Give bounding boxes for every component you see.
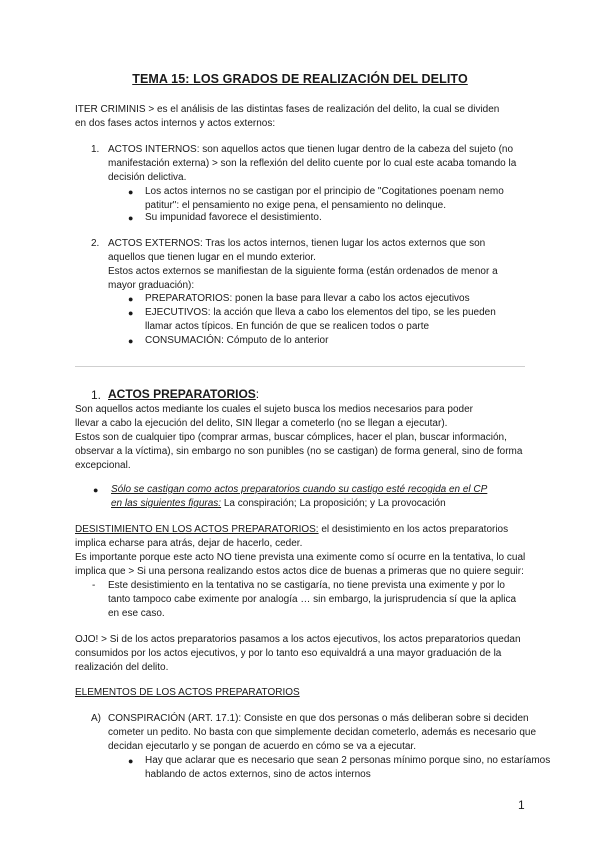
dash-marker: - (92, 580, 96, 591)
bullet-icon: ● (128, 336, 134, 346)
horizontal-divider (75, 366, 525, 367)
list1-bullet1-line-1: Los actos internos no se castigan por el principio de "Cogitationes poenam nemo (145, 186, 504, 197)
list2-bullet2-line-1: EJECUTIVOS: la acción que lleva a cabo los elementos del tipo, se les pueden (145, 307, 496, 318)
emphasis-line-2-underlined: en las siguientes figuras: (111, 498, 222, 509)
conspiracion-line-3: decidan ejecutarlo y se pongan de acuerdo en cómo se va a ejecutar. (108, 741, 416, 752)
emphasis-line-2-rest: La conspiración; La proposición; y La provocación (221, 498, 446, 509)
conspiracion-line-1: CONSPIRACIÓN (ART. 17.1): Consiste en que dos personas o más deliberan sobre si deciden (108, 713, 529, 724)
emphasis-line-2 (111, 497, 446, 511)
conspiracion-line-2: cometer un pedito. No basta con que simplemente decidan cometerlo, además es necesario que (108, 727, 537, 738)
intro-line-1: ITER CRIMINIS > es el análisis de las distintas fases de realización del delito, la cual se dividen (75, 104, 500, 115)
desist-dash-line-3: en ese caso. (108, 608, 165, 619)
list1-bullet1-line-2: patitur": el pensamiento no exige pena, el pensamiento no delinque. (145, 200, 446, 211)
section1-line-1: Son aquellos actos mediante los cuales el sujeto busca los medios necesarios para poder (75, 404, 474, 415)
list2-line-2: aquellos que tienen lugar en el mundo exterior. (108, 252, 316, 263)
list1-bullet2-line-1: Su impunidad favorece el desistimiento. (145, 212, 322, 223)
bullet-icon: ● (128, 187, 134, 197)
list1-line-2: manifestación externa) > son la reflexión del delito cuente por lo cual este acaba tomando la (108, 158, 517, 169)
ojo-line-2: consumidos por los actos ejecutivos, y por lo tanto eso equivaldrá a una mayor graduación de la (75, 648, 502, 659)
bullet-icon: ● (128, 756, 134, 766)
section-number: 1. (91, 388, 102, 402)
desist-dash-line-2: tanto tampoco cabe eximente por analogía … sin embargo, la jurisprudencia sí que la aplica (108, 594, 517, 605)
bullet-icon: ● (128, 294, 134, 304)
section1-line-5: excepcional. (75, 460, 131, 471)
list2-line-4: mayor graduación): (108, 280, 195, 291)
list2-bullet1-line-1: PREPARATORIOS: ponen la base para llevar a cabo los actos ejecutivos (145, 293, 470, 304)
desist-line-1-rest: el desistimiento en los actos preparatorios (318, 524, 509, 535)
desist-line-2: implica echarse para atrás, dejar de hacerlo, ceder. (75, 538, 303, 549)
desist-line-3: Es importante porque este acto NO tiene prevista una eximente como sí ocurre en la tentativa, lo cual (75, 552, 526, 563)
page-number: 1 (518, 798, 525, 812)
desist-line-4: implica que > Si una persona realizando estos actos dice de buenas a primeras que no quiere seguir: (75, 566, 524, 577)
list2-line-3: Estos actos externos se manifiestan de la siguiente forma (están ordenados de menor a (108, 266, 498, 277)
list2-bullet2-line-2: llamar actos típicos. En función de que se realicen todos o parte (145, 321, 430, 332)
list-number-1: 1. (91, 144, 100, 155)
section1-line-3: Estos son de cualquier tipo (comprar armas, buscar cómplices, hacer el plan, buscar información, (75, 432, 507, 443)
section1-line-2: llevar a cabo la ejecución del delito, SIN llegar a cometerlo (no se llegan a ejecutar). (75, 418, 448, 429)
section-heading (108, 387, 259, 403)
list1-line-1: ACTOS INTERNOS: son aquellos actos que tienen lugar dentro de la cabeza del sujeto (no (108, 144, 514, 155)
ojo-line-3: realización del delito. (75, 662, 169, 673)
page-title: TEMA 15: LOS GRADOS DE REALIZACIÓN DEL DELITO (132, 72, 468, 86)
bullet-icon: ● (128, 213, 134, 223)
desist-heading: DESISTIMIENTO EN LOS ACTOS PREPARATORIOS: (75, 524, 319, 535)
bullet-icon: ● (93, 485, 99, 495)
emphasis-line-1: Sólo se castigan como actos preparatorios cuando su castigo esté recogida en el CP (111, 484, 488, 495)
list-number-2: 2. (91, 238, 100, 249)
section1-line-4: observar a la víctima), sin embargo no son punibles (no se castigan) de forma general, sino de forma (75, 446, 523, 457)
section-heading-colon: : (255, 387, 260, 401)
conspiracion-letter: A) (91, 713, 101, 724)
list2-bullet3-line-1: CONSUMACIÓN: Cómputo de lo anterior (145, 335, 329, 346)
elementos-heading: ELEMENTOS DE LOS ACTOS PREPARATORIOS (75, 687, 300, 698)
bullet-icon: ● (128, 308, 134, 318)
conspiracion-bullet-line-2: hablando de actos externos, sino de actos internos (145, 769, 371, 780)
conspiracion-bullet-line-1: Hay que aclarar que es necesario que sean 2 personas mínimo porque sino, no estaríamos (145, 755, 551, 766)
list1-line-3: decisión delictiva. (108, 172, 187, 183)
intro-line-2: en dos fases actos internos y actos externos: (75, 118, 276, 129)
section-heading-text: ACTOS PREPARATORIOS (108, 387, 256, 401)
list2-line-1: ACTOS EXTERNOS: Tras los actos internos, tienen lugar los actos externos que son (108, 238, 486, 249)
desist-line-1 (75, 523, 508, 537)
desist-dash-line-1: Este desistimiento en la tentativa no se castigaría, no tiene prevista una eximente y por lo (108, 580, 505, 591)
ojo-line-1: OJO! > Si de los actos preparatorios pasamos a los actos ejecutivos, los actos preparatorios quedan (75, 634, 521, 645)
